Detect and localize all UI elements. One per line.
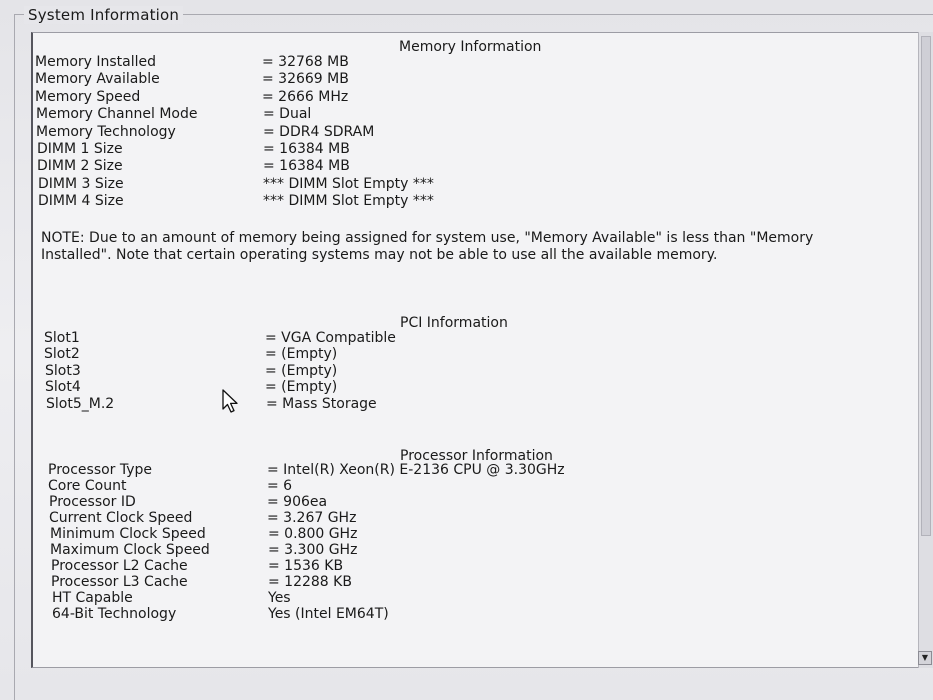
row-value: = (Empty) [265,379,338,395]
row-value: = 16384 MB [263,141,350,157]
row-value: = (Empty) [265,363,338,379]
row-label: Processor Type [48,462,153,478]
scroll-down-button[interactable] [918,651,932,665]
row-label: Slot5_M.2 [46,396,115,412]
group-title: System Information [24,6,183,24]
processor-section-title: Processor Information [400,448,553,464]
row-label: DIMM 2 Size [37,158,123,174]
row-value: *** DIMM Slot Empty *** [263,193,434,209]
row-label: Slot1 [44,330,80,346]
row-value: = Mass Storage [266,396,377,412]
row-label: Core Count [48,478,127,494]
row-label: HT Capable [52,590,133,606]
mouse-pointer-icon [221,389,241,415]
row-label: Maximum Clock Speed [50,542,210,558]
row-label: Minimum Clock Speed [50,526,206,542]
row-label: Memory Installed [35,54,157,70]
row-value: = 3.267 GHz [267,510,357,526]
row-label: Slot2 [44,346,80,362]
row-value: = 1536 KB [268,558,344,574]
row-label: DIMM 3 Size [38,176,124,192]
row-value: = (Empty) [265,346,338,362]
row-label: Memory Speed [35,89,141,105]
row-label: Memory Technology [36,124,176,140]
row-value: = 6 [267,478,293,494]
row-value: = 0.800 GHz [268,526,358,542]
row-label: Current Clock Speed [49,510,193,526]
row-label: Processor L2 Cache [51,558,188,574]
row-value: = 16384 MB [263,158,350,174]
memory-note: NOTE: Due to an amount of memory being assigned for system use, "Memory Available" is less than "Memory Installed". Note that certain operating systems may not be able to use all the available memory. [41,230,814,263]
row-value: = 32768 MB [262,54,349,70]
row-value: = 2666 MHz [262,89,349,105]
row-value: Yes [268,590,291,606]
row-label: DIMM 4 Size [38,193,124,209]
row-label: Processor L3 Cache [51,574,188,590]
scroll-thumb[interactable] [921,36,931,536]
memory-section-title: Memory Information [399,39,542,55]
row-label: Slot4 [45,379,81,395]
row-label: Processor ID [49,494,136,510]
row-value: = VGA Compatible [265,330,396,346]
row-label: Slot3 [45,363,81,379]
vertical-scrollbar[interactable] [918,32,933,668]
pci-section-title: PCI Information [400,315,508,331]
row-label: DIMM 1 Size [37,141,123,157]
row-value: = 906ea [267,494,328,510]
row-label: Memory Channel Mode [36,106,198,122]
row-label: 64-Bit Technology [52,606,177,622]
row-label: Memory Available [35,71,160,87]
row-value: = 3.300 GHz [268,542,358,558]
row-value: = DDR4 SDRAM [263,124,375,140]
row-value: *** DIMM Slot Empty *** [263,176,434,192]
chevron-down-icon: ▼ [921,653,929,662]
row-value: = 32669 MB [262,71,349,87]
row-value: = Dual [263,106,312,122]
row-value: = 12288 KB [268,574,352,590]
row-value: = Intel(R) Xeon(R) E-2136 CPU @ 3.30GHz [267,462,565,478]
row-value: Yes (Intel EM64T) [268,606,389,622]
